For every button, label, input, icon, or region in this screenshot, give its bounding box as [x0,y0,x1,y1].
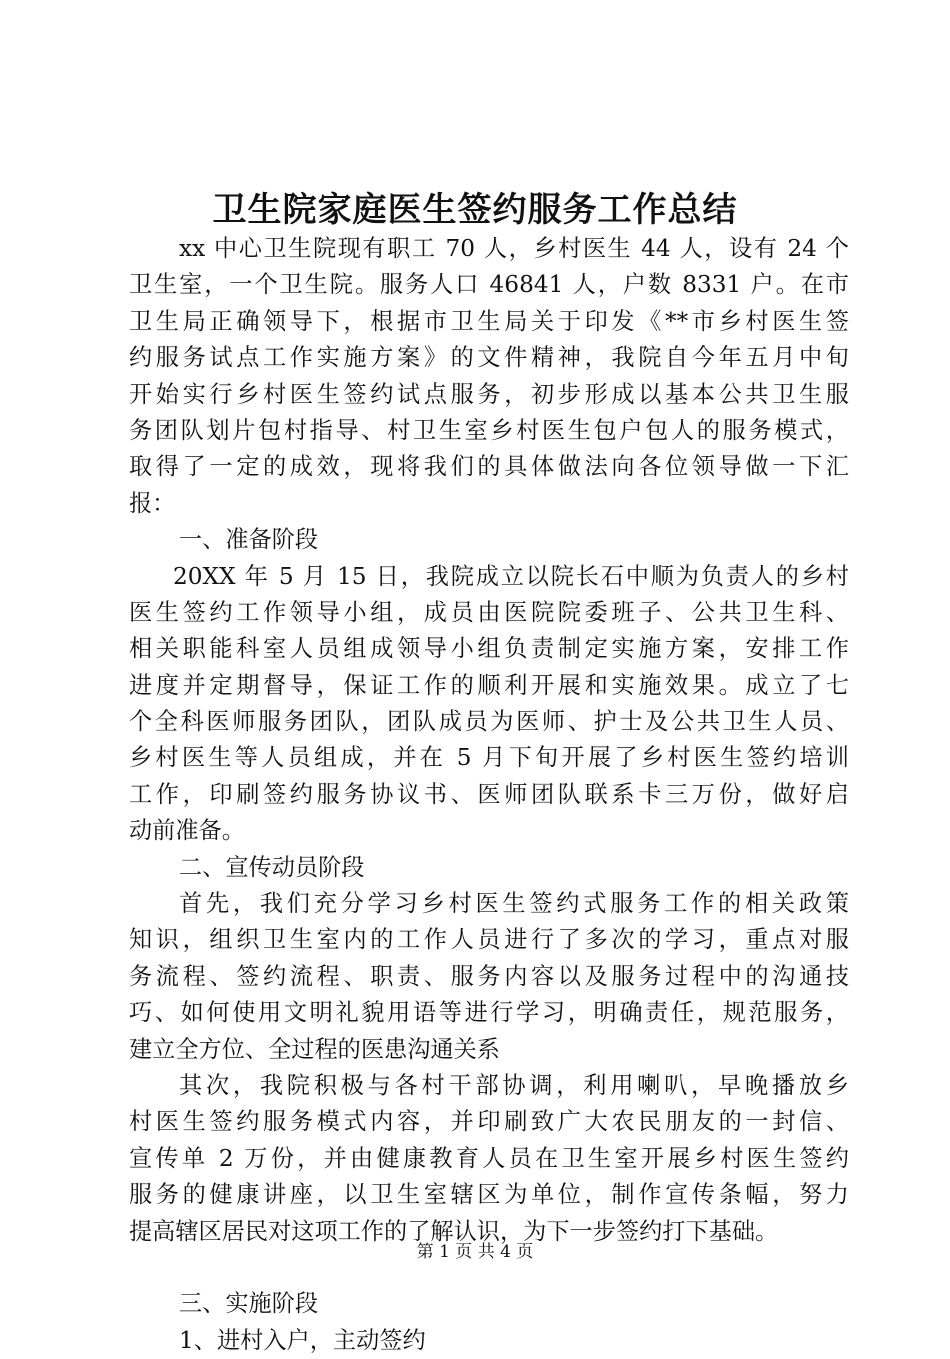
text-line: 村医生签约服务模式内容，并印刷致广大农民朋友的一封信、 [129,1108,849,1136]
publicity-paragraph-2 [129,1068,849,1250]
text-line: 开始实行乡村医生签约试点服务，初步形成以基本公共卫生服 [129,380,849,408]
text-line: 相关职能科室人员组成领导小组负责制定实施方案，安排工作 [129,635,849,663]
section-heading-preparation: 一、准备阶段 [179,526,319,554]
text-line: 卫生室，一个卫生院。服务人口 46841 人，户数 8331 户。在市 [129,271,849,299]
intro-paragraph [129,231,849,522]
text-line: 进度并定期督导，保证工作的顺利开展和实施效果。成立了七 [129,671,849,699]
text-line: 务流程、签约流程、职责、服务内容以及服务过程中的沟通技 [129,962,849,990]
text-line: 个全科医师服务团队，团队成员为医师、护士及公共卫生人员、 [129,708,849,736]
text-line: 医生签约工作领导小组，成员由医院院委班子、公共卫生科、 [129,598,849,626]
text-line: xx 中心卫生院现有职工 70 人，乡村医生 44 人，设有 24 个 [179,235,849,262]
text-line: 20XX 年 5 月 15 日，我院成立以院长石中顺为负责人的乡村 [173,562,849,590]
text-line: 动前准备。 [129,817,245,845]
text-line: 提高辖区居民对这项工作的了解认识，为下一步签约打下基础。 [129,1217,779,1245]
text-line: 其次，我院积极与各村干部协调，利用喇叭，早晚播放乡 [179,1071,849,1099]
text-line: 巧、如何使用文明礼貌用语等进行学习，明确责任，规范服务， [129,999,849,1027]
section-heading-publicity: 二、宣传动员阶段 [179,853,365,881]
text-line: 宣传单 2 万份，并由健康教育人员在卫生室开展乡村医生签约 [129,1144,849,1172]
text-line: 知识，组织卫生室内的工作人员进行了多次的学习，重点对服 [129,926,849,954]
publicity-paragraph-1 [129,886,849,1068]
text-line: 卫生局正确领导下，根据市卫生局关于印发《**市乡村医生签 [129,307,849,335]
document-title: 卫生院家庭医生签约服务工作总结 [212,190,738,230]
text-line: 建立全方位、全过程的医患沟通关系 [129,1035,500,1063]
text-line: 乡村医生等人员组成，并在 5 月下旬开展了乡村医生签约培训 [129,744,849,772]
text-line: 务团队划片包村指导、村卫生室乡村医生包户包人的服务模式， [129,416,849,444]
section-heading-implementation: 三、实施阶段 [179,1290,319,1318]
preparation-paragraph [129,559,849,850]
document-body [129,231,849,1359]
subsection-heading: 1、进村入户，主动签约 [179,1326,426,1354]
text-line: 服务的健康讲座，以卫生室辖区为单位，制作宣传条幅，努力 [129,1181,849,1209]
text-line: 报： [129,489,176,517]
text-line: 约服务试点工作实施方案》的文件精神，我院自今年五月中旬 [129,344,849,372]
text-line: 首先，我们充分学习乡村医生签约式服务工作的相关政策 [179,890,849,918]
page-footer: 第 1 页 共 4 页 [416,1242,534,1262]
text-line: 取得了一定的成效，现将我们的具体做法向各位领导做一下汇 [129,453,849,481]
text-line: 工作，印刷签约服务协议书、医师团队联系卡三万份，做好启 [129,780,849,808]
